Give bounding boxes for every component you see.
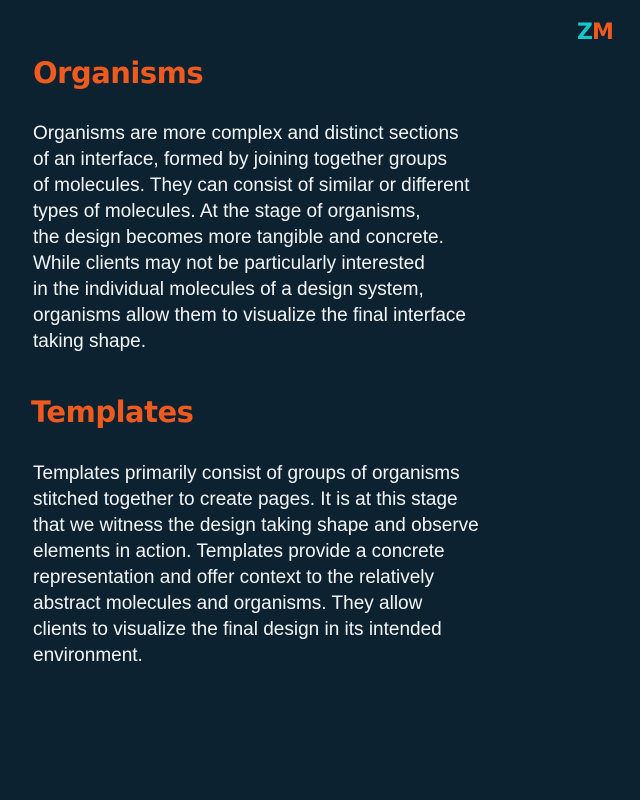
paragraph-line: environment. [33,645,143,666]
paragraph-line: that we witness the design taking shape and observe [33,515,479,536]
templates-heading: Templates [31,395,194,429]
organisms-heading: Organisms [33,56,204,90]
paragraph-line: of molecules. They can consist of similar or different [33,175,470,196]
paragraph-line: of an interface, formed by joining together groups [33,149,448,170]
zm-logo [577,22,613,44]
paragraph-line: types of molecules. At the stage of organisms, [33,201,421,222]
paragraph-line: abstract molecules and organisms. They allow [33,593,423,614]
organisms-paragraph [33,121,603,355]
paragraph-line: clients to visualize the final design in its intended [33,619,442,640]
logo-letter-z: Z [577,20,592,45]
templates-paragraph [33,461,603,669]
paragraph-line: Templates primarily consist of groups of organisms [33,463,460,484]
paragraph-line: taking shape. [33,331,147,352]
paragraph-line: elements in action. Templates provide a concrete [33,541,445,562]
paragraph-line: stitched together to create pages. It is at this stage [33,489,458,510]
paragraph-line: Organisms are more complex and distinct sections [33,123,459,144]
paragraph-line: While clients may not be particularly interested [33,253,425,274]
paragraph-line: the design becomes more tangible and concrete. [33,227,444,248]
paragraph-line: in the individual molecules of a design system, [33,279,424,300]
paragraph-line: organisms allow them to visualize the final interface [33,305,466,326]
logo-letter-m: M [591,20,613,45]
paragraph-line: representation and offer context to the relatively [33,567,435,588]
